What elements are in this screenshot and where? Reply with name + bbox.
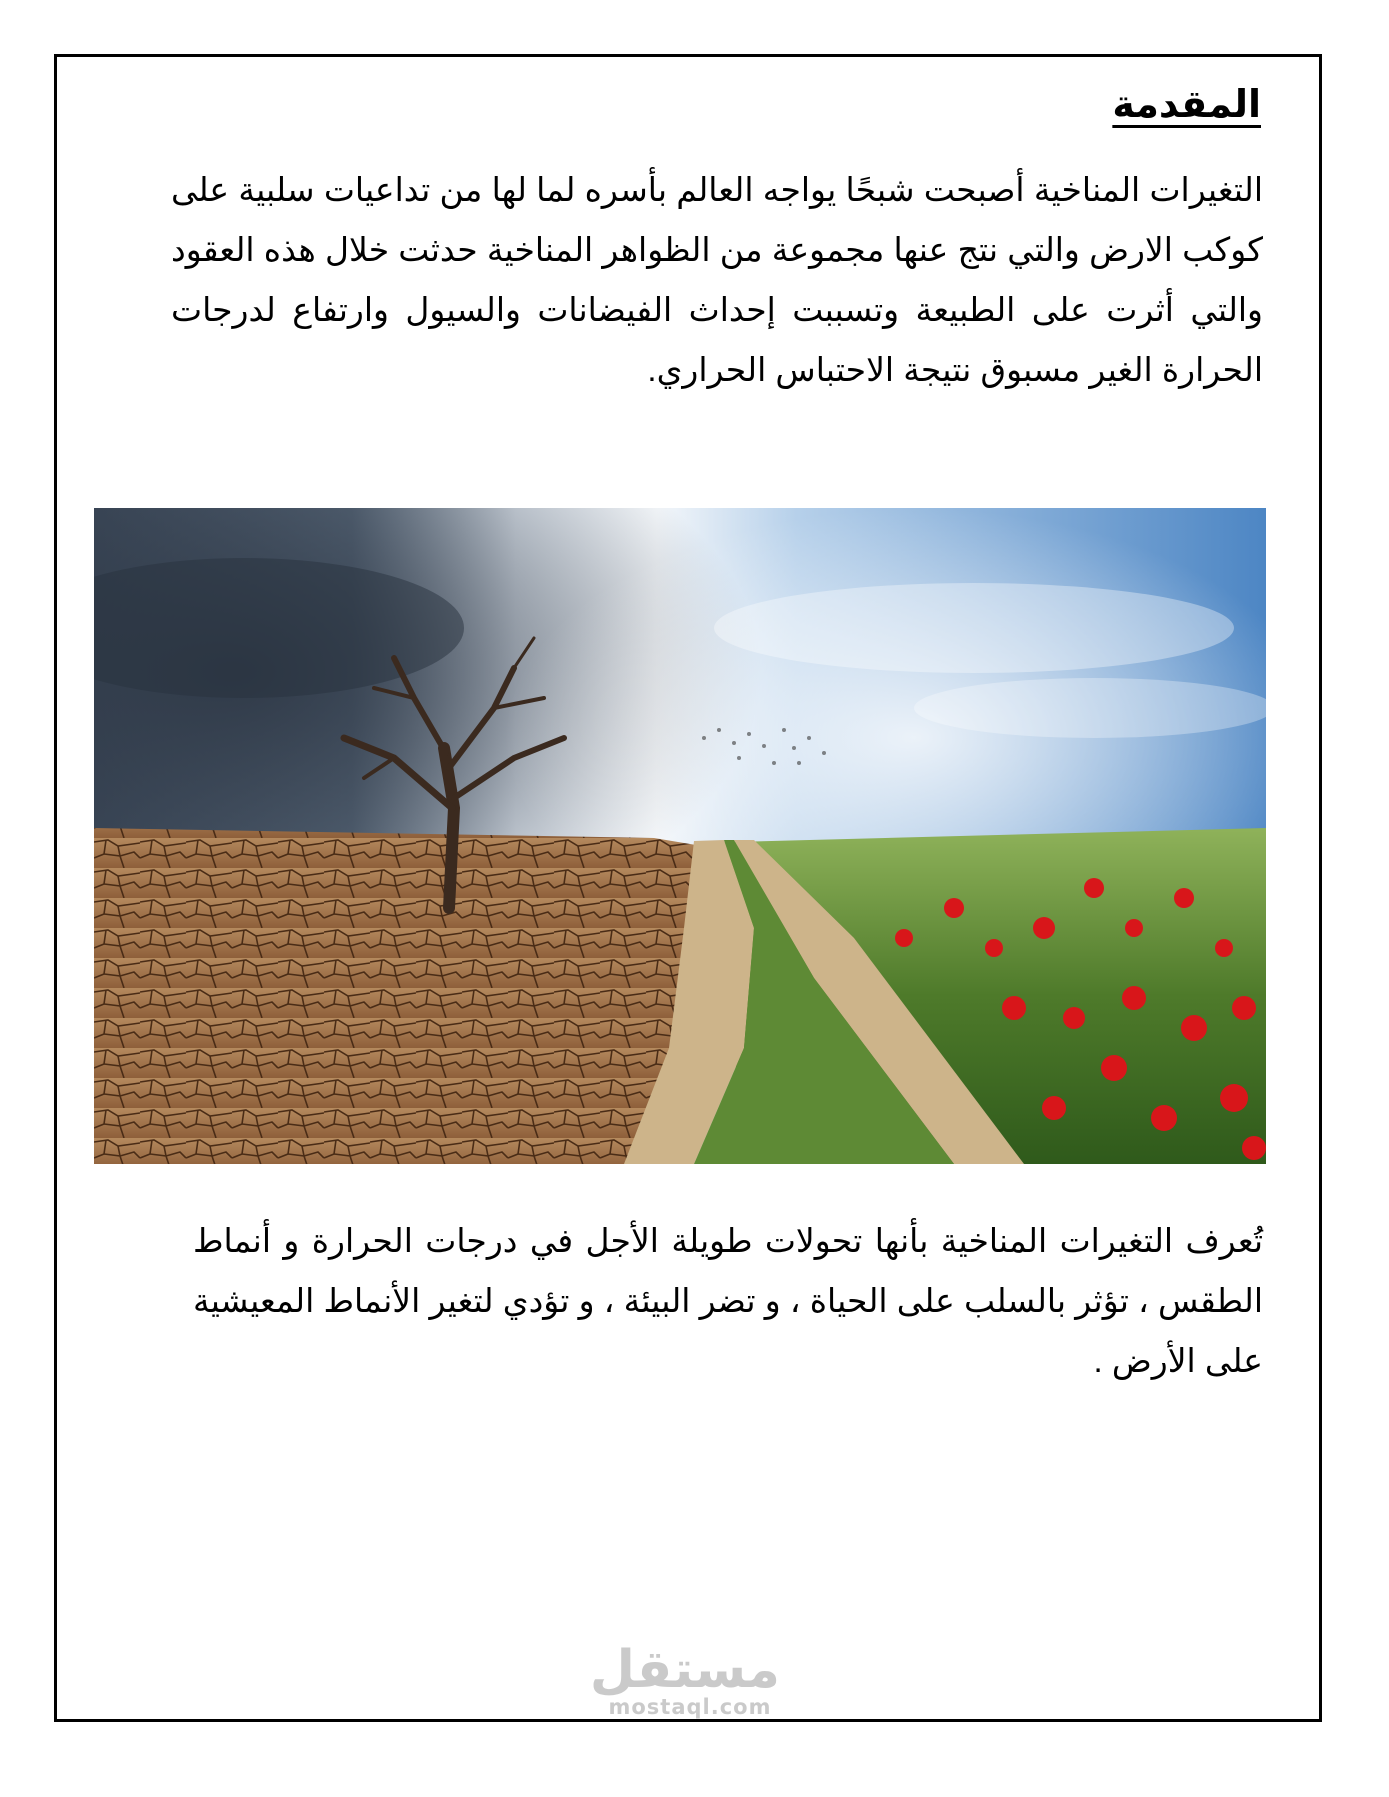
watermark-url: mostaql.com xyxy=(608,1695,772,1719)
section-heading: المقدمة xyxy=(1112,84,1261,126)
intro-paragraph: التغيرات المناخية أصبحت شبحًا يواجه العالم بأسره لما لها من تداعيات سلبية على كوكب الارض والتي نتج عنها مجموعة من الظواهر المناخية حدثت خلال هذه العقود والتي أثرت على الطبيعة وتسببت إحداث الفيضانات والسيول وارتفاع لدرجات الحرارة الغير مسبوق نتيجة الاحتباس الحراري. xyxy=(171,171,1263,388)
climate-change-illustration xyxy=(94,508,1266,1164)
watermark-logo: مستقل xyxy=(589,1640,780,1700)
definition-paragraph: تُعرف التغيرات المناخية بأنها تحولات طويلة الأجل في درجات الحرارة و أنماط الطقس ، تؤثر بالسلب على الحياة ، و تضر البيئة ، و تؤدي لتغير الأنماط المعيشية على الأرض . xyxy=(193,1222,1263,1379)
mostaql-watermark xyxy=(589,1640,780,1719)
